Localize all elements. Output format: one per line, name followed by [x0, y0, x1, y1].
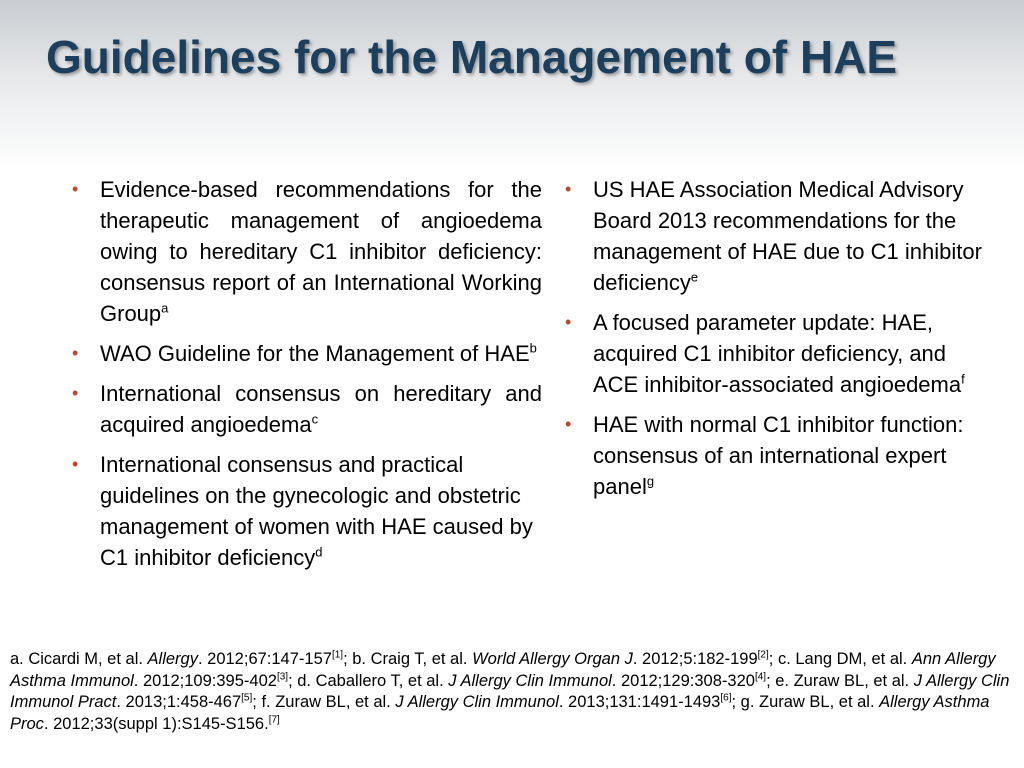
item-footnote-mark: g: [646, 473, 655, 489]
bullet-icon: •: [72, 383, 79, 403]
reference: b. Craig T, et al. World Allergy Organ J. 2012;5:182-199[2];: [352, 649, 778, 668]
item-footnote-mark: c: [311, 411, 319, 427]
list-item: [565, 409, 985, 502]
right-bullet-list: [565, 174, 985, 511]
item-text: HAE with normal C1 inhibitor function: consensus of an international expert panel: [593, 412, 964, 499]
reference: g. Zuraw BL, et al. Allergy Asthma Proc. 2012;33(suppl 1):S145-S156.[7]: [10, 693, 990, 733]
bullet-icon: •: [72, 343, 79, 363]
item-text: A focused parameter update: HAE, acquired C1 inhibitor deficiency, and ACE inhibitor-associated angioedema: [593, 310, 962, 397]
bullet-icon: •: [72, 454, 79, 474]
bullet-icon: •: [565, 414, 572, 434]
item-text: WAO Guideline for the Management of HAE: [100, 341, 530, 366]
list-item: [72, 378, 542, 440]
left-bullet-list: [72, 174, 542, 582]
item-footnote-mark: d: [315, 544, 323, 560]
reference: c. Lang DM, et al. Ann Allergy Asthma Immunol. 2012;109:395-402[3];: [10, 650, 996, 690]
item-footnote-mark: b: [529, 340, 537, 356]
reference: f. Zuraw BL, et al. J Allergy Clin Immunol. 2013;131:1491-1493[6];: [261, 692, 741, 711]
list-item: [72, 338, 542, 369]
item-text: US HAE Association Medical Advisory Board 2013 recommendations for the management of HAE due to C1 inhibitor deficiency: [593, 177, 982, 295]
item-footnote-mark: e: [690, 269, 699, 285]
list-item: [565, 307, 985, 400]
bullet-icon: •: [565, 179, 572, 199]
item-text: International consensus and practical guidelines on the gynecologic and obstetric management of women with HAE caused by C1 inhibitor deficiency: [100, 452, 533, 570]
bullet-icon: •: [565, 312, 572, 332]
list-item: [72, 449, 542, 573]
reference: e. Zuraw BL, et al. J Allergy Clin Immunol Pract. 2013;1:458-467[5];: [10, 671, 1010, 711]
item-text: International consensus on hereditary and acquired angioedema: [100, 381, 542, 437]
references: [10, 649, 1014, 735]
reference: a. Cicardi M, et al. Allergy. 2012;67:147-157[1];: [10, 649, 353, 668]
list-item: [72, 174, 542, 329]
bullet-icon: •: [72, 179, 79, 199]
item-footnote-mark: a: [161, 300, 169, 316]
slide-title: Guidelines for the Management of HAE: [46, 31, 898, 83]
list-item: [565, 174, 985, 298]
reference: d. Caballero T, et al. J Allergy Clin Immunol. 2012;129:308-320[4];: [297, 671, 776, 690]
title-background: [0, 0, 1024, 170]
item-footnote-mark: f: [961, 371, 965, 387]
item-text: Evidence-based recommendations for the therapeutic management of angioedema owing to hereditary C1 inhibitor deficiency: consensus report of an International Working Group: [100, 177, 542, 326]
